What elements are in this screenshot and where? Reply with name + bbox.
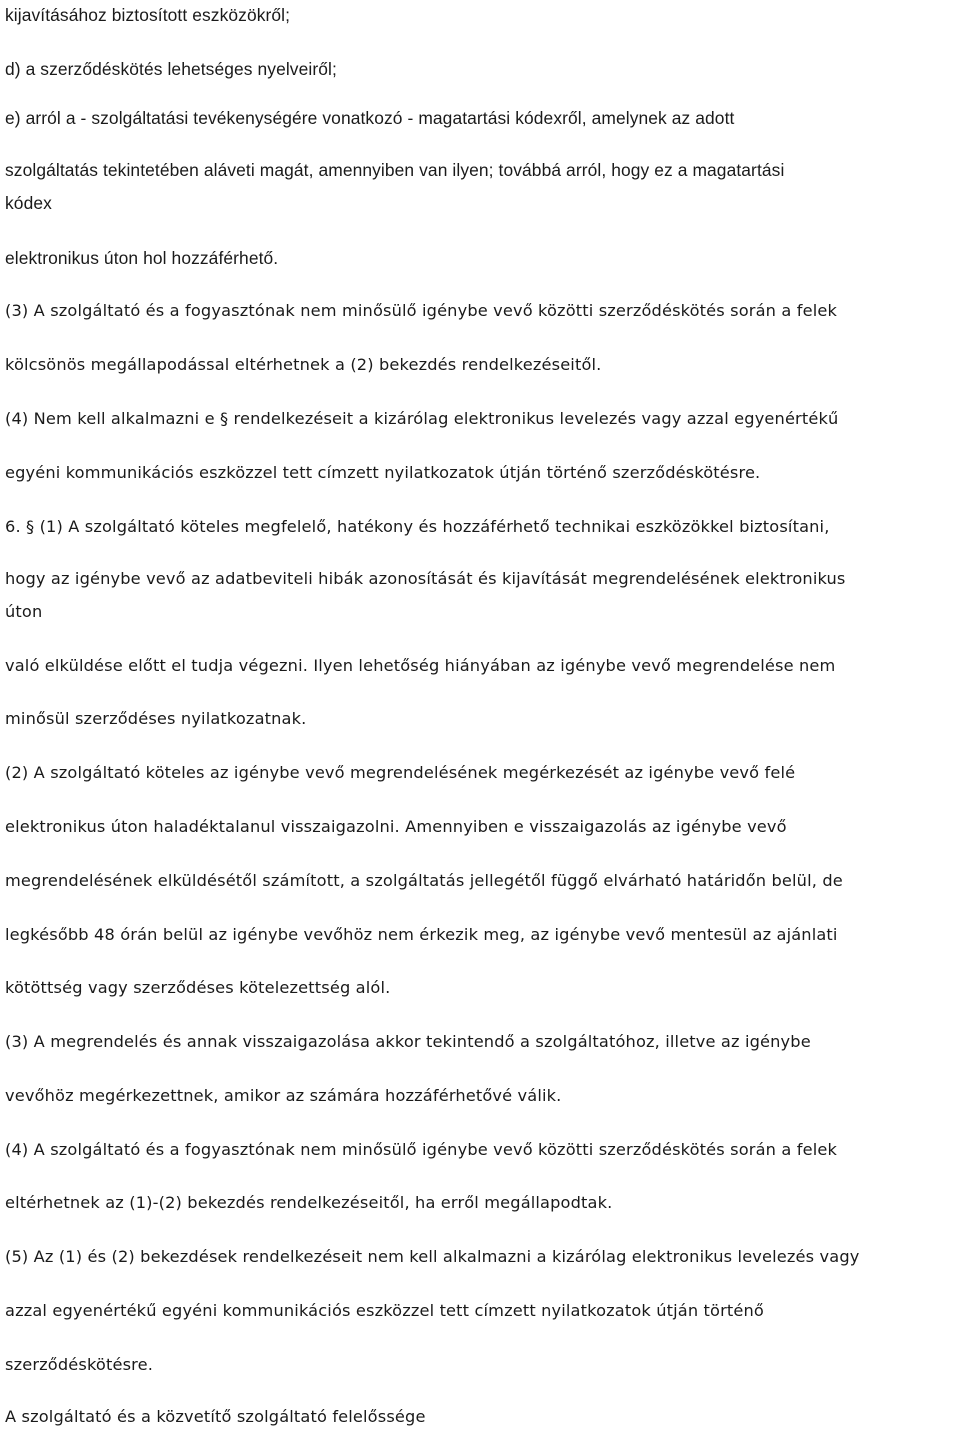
text-line: 6. § (1) A szolgáltató köteles megfelelő, hatékony és hozzáférhető technikai eszközökkel biztosítani, bbox=[5, 517, 830, 536]
text-line: (3) A megrendelés és annak visszaigazolása akkor tekintendő a szolgáltatóhoz, illetve az igénybe bbox=[5, 1032, 811, 1051]
text-line: A szolgáltató és a közvetítő szolgáltató felelőssége bbox=[5, 1407, 426, 1426]
text-line: kötöttség vagy szerződéses kötelezettség alól. bbox=[5, 978, 391, 997]
text-line: (2) A szolgáltató köteles az igénybe vevő megrendelésének megérkezését az igénybe vevő felé bbox=[5, 763, 796, 782]
text-line: úton bbox=[5, 602, 43, 621]
text-line: való elküldése előtt el tudja végezni. Ilyen lehetőség hiányában az igénybe vevő megrendelése nem bbox=[5, 656, 836, 675]
text-line: szolgáltatás tekintetében aláveti magát, amennyiben van ilyen; továbbá arról, hogy ez a magatartási bbox=[5, 160, 785, 180]
text-line: minősül szerződéses nyilatkozatnak. bbox=[5, 709, 307, 728]
text-line: (4) Nem kell alkalmazni e § rendelkezéseit a kizárólag elektronikus levelezés vagy azzal egyenértékű bbox=[5, 409, 839, 428]
text-line: azzal egyenértékű egyéni kommunikációs eszközzel tett címzett nyilatkozatok útján történő bbox=[5, 1301, 764, 1320]
text-line: elektronikus úton haladéktalanul visszaigazolni. Amennyiben e visszaigazolás az igénybe vevő bbox=[5, 817, 787, 836]
text-line: (4) A szolgáltató és a fogyasztónak nem minősülő igénybe vevő közötti szerződéskötés során a felek bbox=[5, 1140, 837, 1159]
text-line: megrendelésének elküldésétől számított, a szolgáltatás jellegétől függő elvárható határidőn belül, de bbox=[5, 871, 843, 890]
text-line: hogy az igénybe vevő az adatbeviteli hibák azonosítását és kijavítását megrendelésének elektronikus bbox=[5, 569, 846, 588]
text-line: (5) Az (1) és (2) bekezdések rendelkezéseit nem kell alkalmazni a kizárólag elektronikus levelezés vagy bbox=[5, 1247, 860, 1266]
text-line: d) a szerződéskötés lehetséges nyelveiről; bbox=[5, 59, 337, 79]
text-line: (3) A szolgáltató és a fogyasztónak nem minősülő igénybe vevő közötti szerződéskötés során a felek bbox=[5, 301, 837, 320]
text-line: kódex bbox=[5, 193, 52, 213]
text-line: egyéni kommunikációs eszközzel tett címzett nyilatkozatok útján történő szerződéskötésre. bbox=[5, 463, 761, 482]
text-line: eltérhetnek az (1)-(2) bekezdés rendelkezéseitől, ha erről megállapodtak. bbox=[5, 1193, 613, 1212]
text-line: vevőhöz megérkezettnek, amikor az számára hozzáférhetővé válik. bbox=[5, 1086, 562, 1105]
text-line: elektronikus úton hol hozzáférhető. bbox=[5, 248, 279, 268]
text-line: szerződéskötésre. bbox=[5, 1355, 154, 1374]
text-line: kölcsönös megállapodással eltérhetnek a (2) bekezdés rendelkezéseitől. bbox=[5, 355, 602, 374]
text-line: legkésőbb 48 órán belül az igénybe vevőhöz nem érkezik meg, az igénybe vevő mentesül az ajánlati bbox=[5, 925, 838, 944]
text-line: kijavításához biztosított eszközökről; bbox=[5, 5, 291, 25]
text-line: e) arról a - szolgáltatási tevékenységére vonatkozó - magatartási kódexről, amelynek az adott bbox=[5, 108, 735, 128]
